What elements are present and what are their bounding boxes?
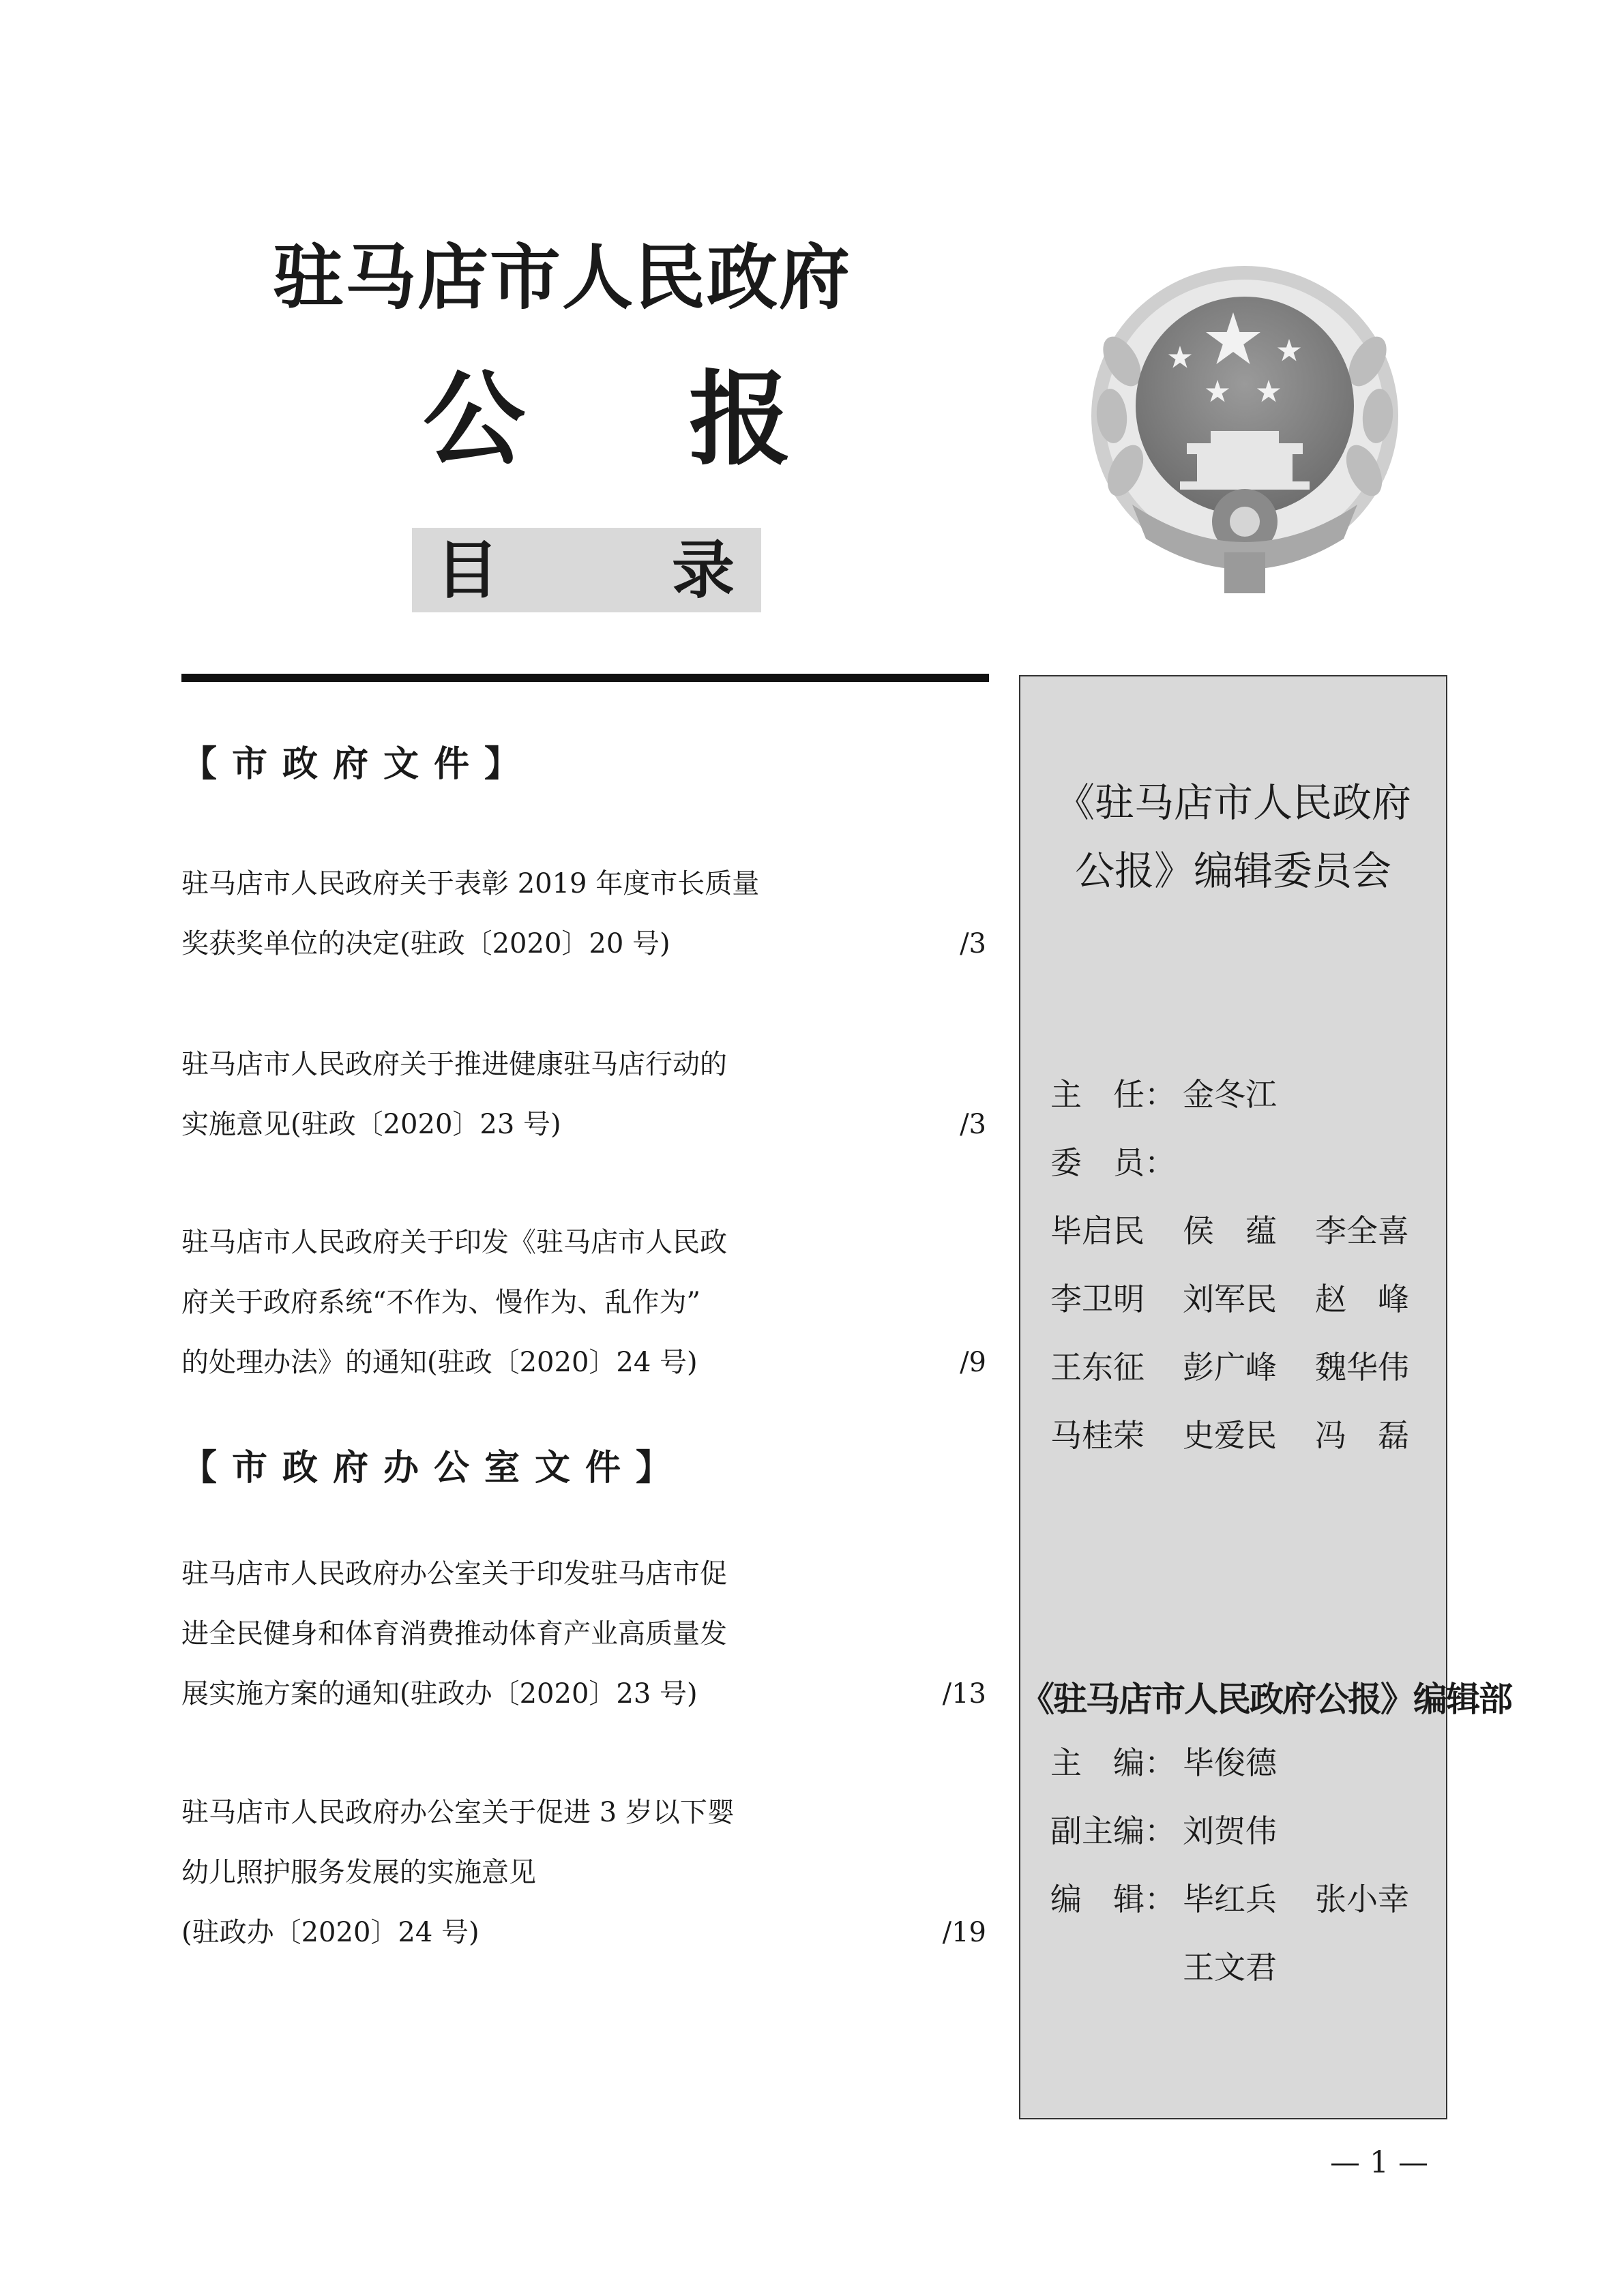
- gazette-title: 驻马店市人民政府: [273, 235, 852, 319]
- national-emblem-icon: [1084, 259, 1405, 600]
- member-names-row: [1050, 1349, 1447, 1386]
- section-heading-city-gov-office: 【市政府办公室文件】: [181, 1447, 687, 1489]
- entry-line: 进全民健身和体育消费推动体育产业高质量发: [181, 1618, 727, 1650]
- director-name: 金冬江: [1183, 1076, 1277, 1113]
- entry-line: 的处理办法》的通知(驻政〔2020〕24 号): [181, 1347, 698, 1378]
- entry-line: 驻马店市人民政府关于印发《驻马店市人民政: [181, 1227, 727, 1258]
- member-name: 魏华伟: [1315, 1349, 1409, 1386]
- member-names-row: [1050, 1212, 1447, 1249]
- entry-line: 驻马店市人民政府关于表彰 2019 年度市长质量: [181, 868, 760, 899]
- editor-name: 张小幸: [1315, 1881, 1409, 1918]
- member-name: 毕启民: [1050, 1212, 1145, 1249]
- section-heading-city-gov: 【市政府文件】: [181, 743, 535, 785]
- entry-page-number: /19: [942, 1917, 986, 1948]
- entry-line: 府关于政府系统“不作为、慢作为、乱作为”: [181, 1287, 700, 1318]
- member-name: 冯 磊: [1315, 1417, 1409, 1454]
- entry-line: 实施意见(驻政〔2020〕23 号): [181, 1109, 561, 1140]
- entry-line: 驻马店市人民政府办公室关于促进 3 岁以下婴: [181, 1797, 735, 1828]
- director-label: 主 任：: [1050, 1076, 1176, 1113]
- toc-char-a: 目: [435, 533, 501, 607]
- members-label: 委 员：: [1050, 1144, 1176, 1181]
- toc-banner: [412, 528, 761, 612]
- member-name: 彭广峰: [1183, 1349, 1277, 1386]
- entry-page-number: /13: [942, 1678, 986, 1710]
- chief-editor-name: 毕俊德: [1183, 1744, 1277, 1781]
- deputy-editor-label: 副主编：: [1050, 1813, 1176, 1849]
- member-name: 赵 峰: [1315, 1281, 1409, 1317]
- editorial-dept-title: 《驻马店市人民政府公报》编辑部: [1020, 1680, 1511, 1719]
- editorial-board-panel: [1019, 675, 1511, 2119]
- editors-label: 编 辑：: [1050, 1881, 1176, 1918]
- member-name: 侯 蕴: [1183, 1212, 1277, 1249]
- board-title-line2: 公报》编辑委员会: [1074, 848, 1391, 894]
- entry-line: 驻马店市人民政府办公室关于印发驻马店市促: [181, 1558, 727, 1590]
- member-name: 史爱民: [1183, 1417, 1277, 1454]
- toc-entry[interactable]: [181, 1212, 986, 1392]
- member-name: 马桂荣: [1050, 1417, 1145, 1454]
- gazette-subtitle: [423, 359, 956, 479]
- toc-char-b: 录: [672, 533, 738, 607]
- toc-entry[interactable]: [181, 854, 986, 974]
- chief-editor-row: [1050, 1744, 1315, 1781]
- editors-row: [1050, 1881, 1447, 1918]
- entry-line: 幼儿照护服务发展的实施意见: [181, 1857, 536, 1888]
- entry-line: 奖获奖单位的决定(驻政〔2020〕20 号): [181, 928, 670, 959]
- toc-entry[interactable]: [181, 1034, 986, 1154]
- members-row: [1050, 1144, 1183, 1181]
- member-name: 刘军民: [1183, 1281, 1277, 1317]
- subtitle-char-b: 报: [689, 359, 956, 479]
- deputy-editor-name: 刘贺伟: [1183, 1813, 1277, 1849]
- member-names-row: [1050, 1283, 1447, 1315]
- member-names-row: [1050, 1417, 1447, 1454]
- deputy-editor-row: [1050, 1815, 1315, 1847]
- entry-page-number: /9: [960, 1347, 986, 1378]
- entry-line: (驻政办〔2020〕24 号): [181, 1917, 479, 1948]
- member-name: 李卫明: [1050, 1281, 1145, 1317]
- entry-line: 展实施方案的通知(驻政办〔2020〕23 号): [181, 1678, 698, 1710]
- board-title-line1: 《驻马店市人民政府: [1054, 779, 1411, 826]
- entry-page-number: /3: [960, 1109, 986, 1140]
- subtitle-char-a: 公: [423, 359, 690, 479]
- member-name: 王东征: [1050, 1349, 1145, 1386]
- member-name: 李全喜: [1315, 1212, 1409, 1249]
- editor-name: 王文君: [1183, 1949, 1277, 1986]
- page-number: — 1 —: [1330, 2145, 1428, 2180]
- toc-entry[interactable]: [181, 1544, 986, 1724]
- chief-editor-label: 主 编：: [1050, 1744, 1176, 1781]
- entry-page-number: /3: [960, 928, 986, 959]
- director-row: [1050, 1076, 1315, 1113]
- header-rule: [181, 674, 989, 682]
- editors-row-2: [1050, 1949, 1315, 1986]
- toc-entry[interactable]: [181, 1783, 986, 1963]
- entry-line: 驻马店市人民政府关于推进健康驻马店行动的: [181, 1049, 727, 1080]
- editor-name: 毕红兵: [1183, 1881, 1277, 1918]
